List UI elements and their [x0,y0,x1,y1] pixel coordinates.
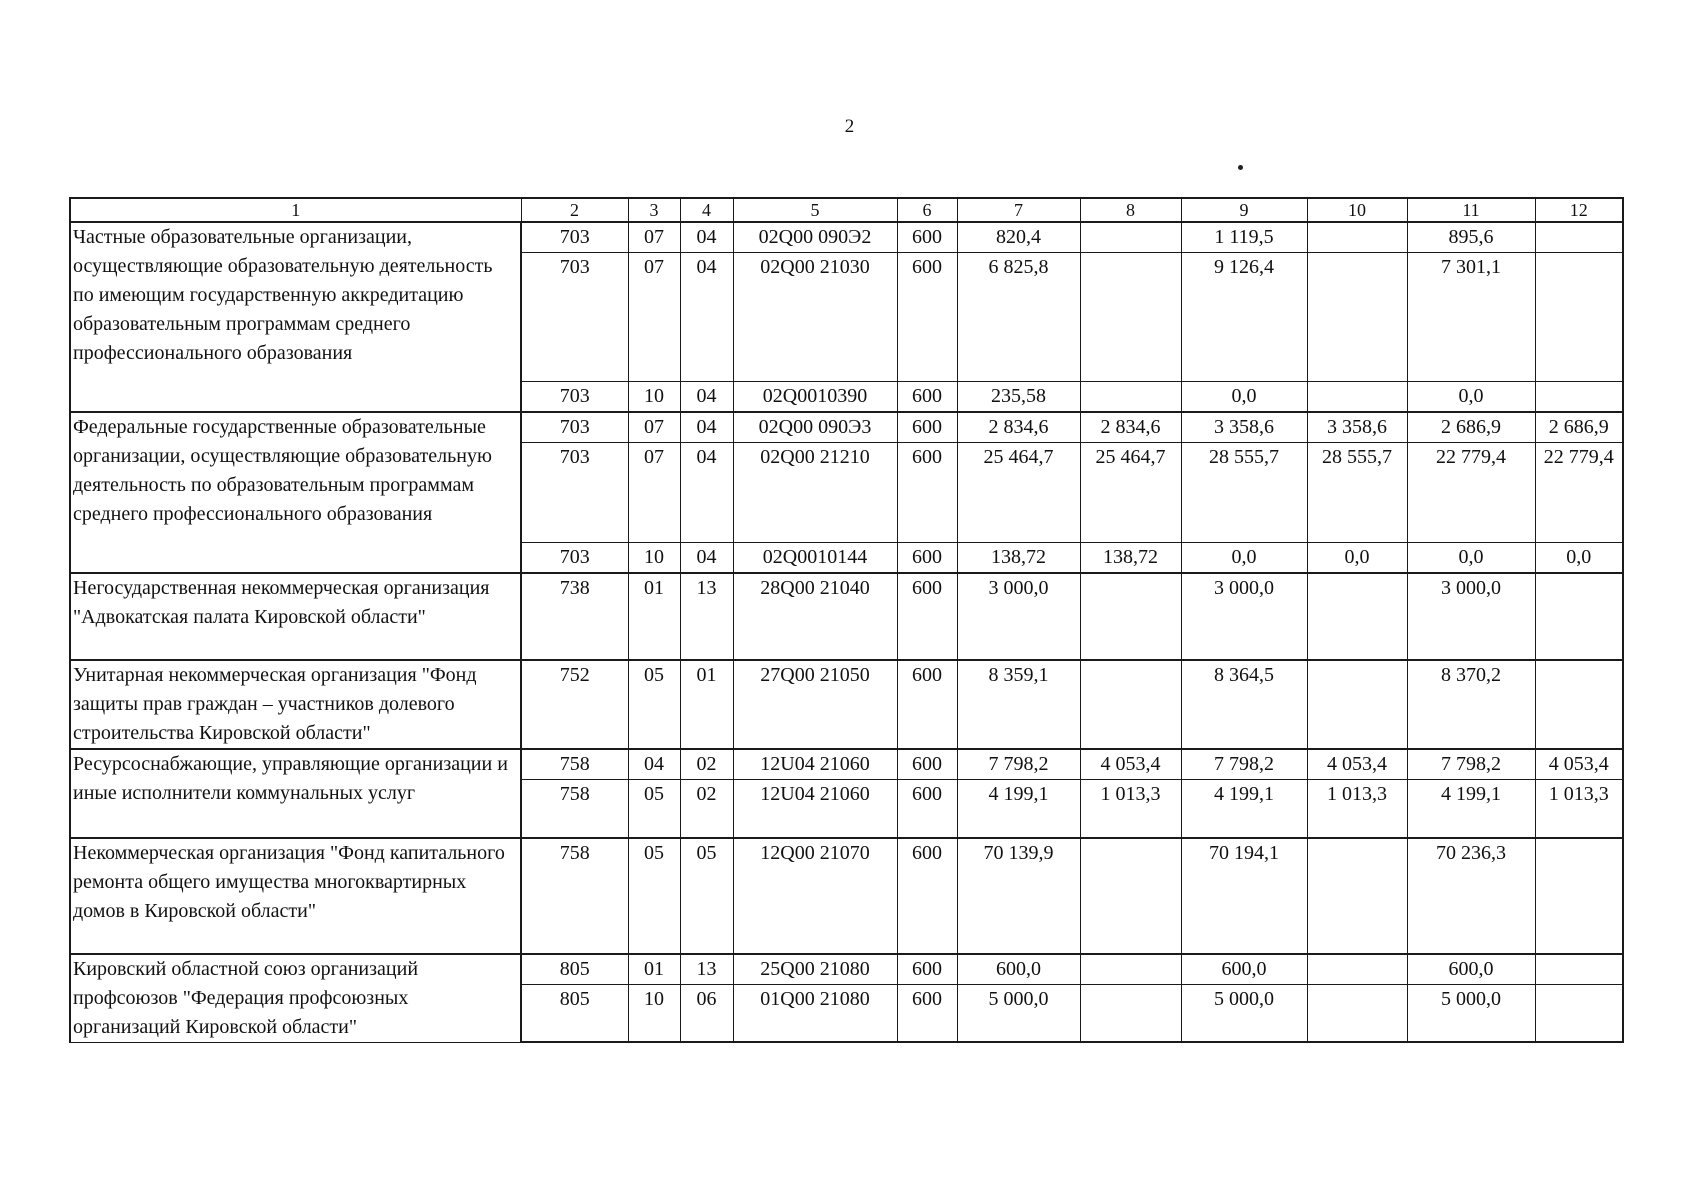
table-cell: 895,6 [1407,222,1535,253]
table-cell: 8 370,2 [1407,660,1535,749]
column-number-header-row [70,198,1623,222]
table-cell: 8 364,5 [1181,660,1307,749]
table-cell [1535,660,1623,749]
table-cell: 05 [628,780,680,838]
table-cell: 25Q00 21080 [733,954,897,985]
table-cell: 4 053,4 [1535,749,1623,780]
column-header: 5 [733,198,897,222]
table-cell: 05 [628,838,680,954]
table-cell: 28Q00 21040 [733,573,897,660]
table-cell: 600 [897,838,957,954]
column-header: 6 [897,198,957,222]
column-header: 4 [680,198,733,222]
table-cell: 07 [628,443,680,543]
table-cell: 07 [628,412,680,443]
table-cell [1307,382,1407,413]
column-header: 12 [1535,198,1623,222]
table-cell: 600 [897,253,957,382]
table-cell: 27Q00 21050 [733,660,897,749]
recipient-name-cell: Негосударственная некоммерческая организация "Адвокатская палата Кировской области" [70,573,521,660]
table-cell: 04 [680,222,733,253]
table-row [70,573,1623,660]
table-cell: 600 [897,543,957,574]
recipient-name-cell: Федеральные государственные образовательные организации, осуществляющие образовательную деятельность по образовательным программам среднего профессионального образования [70,412,521,573]
table-cell: 703 [521,382,628,413]
table-cell: 06 [680,984,733,1042]
table-cell: 1 013,3 [1307,780,1407,838]
table-cell [1535,984,1623,1042]
table-cell: 600 [897,412,957,443]
table-cell: 703 [521,222,628,253]
table-cell: 758 [521,749,628,780]
table-cell: 703 [521,543,628,574]
table-cell: 0,0 [1181,543,1307,574]
table-cell [1535,573,1623,660]
table-cell [1307,954,1407,985]
table-cell: 8 359,1 [957,660,1080,749]
table-cell: 4 199,1 [1181,780,1307,838]
table-cell: 25 464,7 [957,443,1080,543]
table-row [70,838,1623,954]
table-cell: 3 000,0 [1407,573,1535,660]
table-cell [1080,838,1181,954]
table-cell: 600 [897,984,957,1042]
table-cell: 6 825,8 [957,253,1080,382]
table-cell: 28 555,7 [1307,443,1407,543]
column-header: 1 [70,198,521,222]
table-body [70,222,1623,1042]
table-cell: 04 [680,543,733,574]
table-cell: 2 686,9 [1535,412,1623,443]
table-cell: 5 000,0 [1407,984,1535,1042]
table-cell: 4 053,4 [1307,749,1407,780]
table-cell: 4 199,1 [1407,780,1535,838]
table-cell: 12Q00 21070 [733,838,897,954]
column-header: 2 [521,198,628,222]
table-cell: 3 358,6 [1181,412,1307,443]
table-cell [1307,984,1407,1042]
table-cell: 05 [680,838,733,954]
table-cell: 3 000,0 [1181,573,1307,660]
table-cell: 02Q00 090Э2 [733,222,897,253]
table-cell: 07 [628,222,680,253]
table-row [70,412,1623,443]
recipient-name-cell: Ресурсоснабжающие, управляющие организации и иные исполнители коммунальных услуг [70,749,521,838]
table-cell: 0,0 [1181,382,1307,413]
table-cell: 01 [628,954,680,985]
table-cell: 3 000,0 [957,573,1080,660]
table-cell: 2 834,6 [1080,412,1181,443]
table-cell: 5 000,0 [957,984,1080,1042]
table-cell: 12U04 21060 [733,780,897,838]
table-cell: 600 [897,954,957,985]
table-cell: 600,0 [957,954,1080,985]
table-cell: 10 [628,382,680,413]
table-cell: 1 119,5 [1181,222,1307,253]
table-cell: 28 555,7 [1181,443,1307,543]
table-cell: 10 [628,543,680,574]
table-cell: 02Q00 090Э3 [733,412,897,443]
table-cell: 04 [680,382,733,413]
table-cell [1080,222,1181,253]
table-cell: 2 834,6 [957,412,1080,443]
table-cell: 02Q00 21030 [733,253,897,382]
table-cell: 0,0 [1307,543,1407,574]
table-cell: 1 013,3 [1080,780,1181,838]
table-cell: 5 000,0 [1181,984,1307,1042]
table-cell: 2 686,9 [1407,412,1535,443]
table-cell: 600 [897,443,957,543]
table-cell: 01Q00 21080 [733,984,897,1042]
table-cell: 04 [680,443,733,543]
column-header: 8 [1080,198,1181,222]
table-cell: 703 [521,253,628,382]
table-cell: 02 [680,749,733,780]
table-cell: 805 [521,984,628,1042]
table-cell: 600 [897,222,957,253]
table-cell: 7 301,1 [1407,253,1535,382]
table-cell [1307,660,1407,749]
table-cell: 9 126,4 [1181,253,1307,382]
table-cell: 04 [628,749,680,780]
table-cell [1307,222,1407,253]
table-cell [1535,838,1623,954]
table-cell: 70 236,3 [1407,838,1535,954]
table-cell: 13 [680,954,733,985]
recipient-name-cell: Унитарная некоммерческая организация "Фонд защиты прав граждан – участников долевого строительства Кировской области" [70,660,521,749]
column-header: 3 [628,198,680,222]
table-cell [1535,253,1623,382]
table-cell: 01 [680,660,733,749]
recipient-name-cell: Некоммерческая организация "Фонд капитального ремонта общего имущества многоквартирных домов в Кировской области" [70,838,521,954]
table-cell: 04 [680,412,733,443]
table-cell: 22 779,4 [1407,443,1535,543]
table-cell: 138,72 [957,543,1080,574]
column-header: 11 [1407,198,1535,222]
table-row [70,954,1623,985]
table-cell: 01 [628,573,680,660]
table-cell: 820,4 [957,222,1080,253]
table-cell [1535,382,1623,413]
table-cell: 22 779,4 [1535,443,1623,543]
table-cell [1080,253,1181,382]
table-cell: 12U04 21060 [733,749,897,780]
table-cell: 4 199,1 [957,780,1080,838]
table-cell [1307,253,1407,382]
column-header: 10 [1307,198,1407,222]
table-row [70,660,1623,749]
table-cell: 02Q0010390 [733,382,897,413]
table-cell: 600 [897,382,957,413]
table-cell: 4 053,4 [1080,749,1181,780]
table-cell: 70 194,1 [1181,838,1307,954]
table-cell: 752 [521,660,628,749]
table-row [70,749,1623,780]
table-cell: 25 464,7 [1080,443,1181,543]
table-cell [1307,838,1407,954]
table-cell: 07 [628,253,680,382]
table-cell: 70 139,9 [957,838,1080,954]
table-cell: 02 [680,780,733,838]
table-cell [1080,984,1181,1042]
recipient-name-cell: Кировский областной союз организаций профсоюзов "Федерация профсоюзных организаций Кировской области" [70,954,521,1043]
table-cell [1080,573,1181,660]
table-cell: 7 798,2 [1407,749,1535,780]
table-cell: 235,58 [957,382,1080,413]
table-cell: 738 [521,573,628,660]
table-cell [1307,573,1407,660]
table-cell: 05 [628,660,680,749]
table-cell [1080,660,1181,749]
table-cell: 1 013,3 [1535,780,1623,838]
table-cell: 600 [897,749,957,780]
column-header: 9 [1181,198,1307,222]
table-cell: 600 [897,573,957,660]
table-cell: 805 [521,954,628,985]
table-cell: 600 [897,780,957,838]
table-cell: 04 [680,253,733,382]
table-cell: 600,0 [1181,954,1307,985]
table-cell: 13 [680,573,733,660]
table-cell: 600 [897,660,957,749]
table-cell [1535,222,1623,253]
table-cell: 0,0 [1535,543,1623,574]
table-cell: 600,0 [1407,954,1535,985]
table-cell: 0,0 [1407,382,1535,413]
scan-speck [1238,165,1243,170]
table-cell: 7 798,2 [957,749,1080,780]
budget-table [69,197,1624,1043]
table-cell: 758 [521,838,628,954]
table-cell [1535,954,1623,985]
column-header: 7 [957,198,1080,222]
table-cell: 7 798,2 [1181,749,1307,780]
table-row [70,222,1623,253]
table-cell: 703 [521,412,628,443]
table-cell: 758 [521,780,628,838]
table-cell: 703 [521,443,628,543]
table-cell: 138,72 [1080,543,1181,574]
table-cell [1080,954,1181,985]
page-number: 2 [844,116,855,137]
recipient-name-cell: Частные образовательные организации, осуществляющие образовательную деятельность по имеющим государственную аккредитацию образовательным программам среднего профессионального образования [70,222,521,412]
table-cell: 3 358,6 [1307,412,1407,443]
table-cell: 02Q00 21210 [733,443,897,543]
table-cell [1080,382,1181,413]
table-cell: 0,0 [1407,543,1535,574]
table-cell: 02Q0010144 [733,543,897,574]
table-cell: 10 [628,984,680,1042]
